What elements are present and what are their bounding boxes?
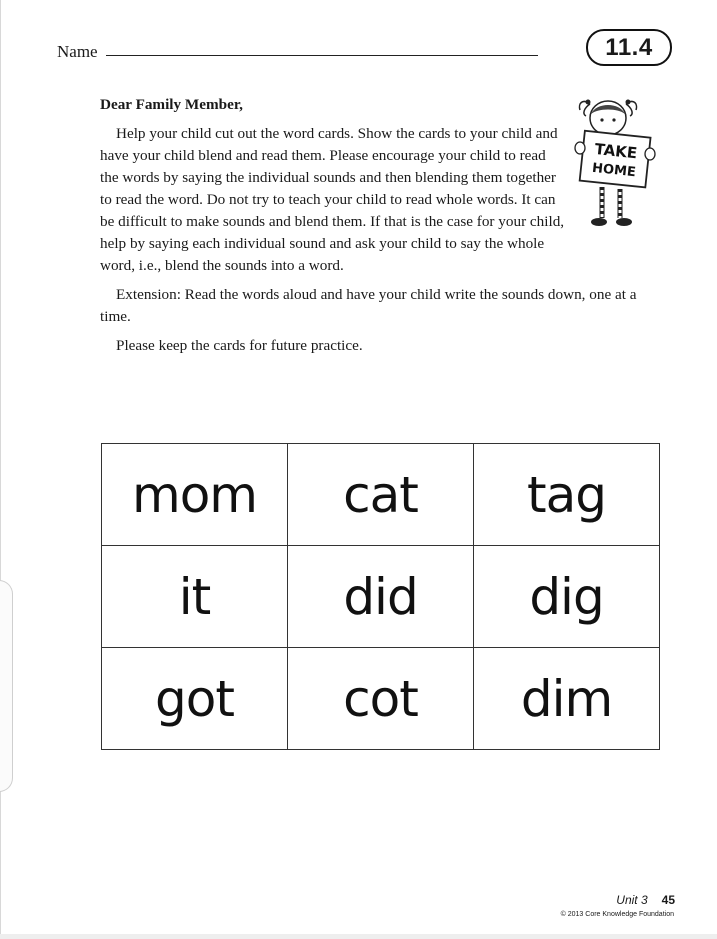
page-number: 45 xyxy=(661,893,675,907)
footer-unit-page xyxy=(560,893,675,907)
letter-paragraph-instructions: Help your child cut out the word cards. Show the cards to your child and have your child blend and read them. Please encourage your child to read the words by saying the individual sounds and then blending them together to read the word. Do not try to teach your child to read whole words. It can be difficult to make sounds and blend them. If that is the case for your child, help by saying each individual sound and ask your child to say the whole word, i.e., blend the sounds into a word. xyxy=(100,125,565,274)
word-card: tag xyxy=(474,444,660,546)
word-card: cot xyxy=(288,648,474,750)
take-home-illustration xyxy=(568,90,660,242)
footer-unit: Unit 3 xyxy=(616,893,648,907)
word-card: got xyxy=(102,648,288,750)
card-row xyxy=(102,648,660,750)
page-bottom-edge xyxy=(0,934,717,939)
lesson-number-badge: 11.4 xyxy=(586,29,672,66)
take-home-line2: HOME xyxy=(591,160,637,181)
name-write-line xyxy=(106,55,538,56)
letter-salutation: Dear Family Member, xyxy=(100,96,243,113)
word-card: dim xyxy=(474,648,660,750)
card-row xyxy=(102,546,660,648)
word-card: did xyxy=(288,546,474,648)
word-card: cat xyxy=(288,444,474,546)
letter-paragraph-extension: Extension: Read the words aloud and have your child write the sounds down, one at a time. xyxy=(100,286,637,325)
page-edge xyxy=(0,0,1,939)
take-home-line1: TAKE xyxy=(593,139,639,163)
name-row xyxy=(57,38,538,62)
word-card: dig xyxy=(474,546,660,648)
card-row xyxy=(102,444,660,546)
name-label: Name xyxy=(57,42,98,61)
word-card: mom xyxy=(102,444,288,546)
side-panel-tab[interactable] xyxy=(0,580,13,792)
word-card-grid xyxy=(101,443,660,750)
letter-paragraph-keep-cards: Please keep the cards for future practice. xyxy=(116,337,363,354)
copyright-notice: © 2013 Core Knowledge Foundation xyxy=(560,911,674,918)
word-card: it xyxy=(102,546,288,648)
